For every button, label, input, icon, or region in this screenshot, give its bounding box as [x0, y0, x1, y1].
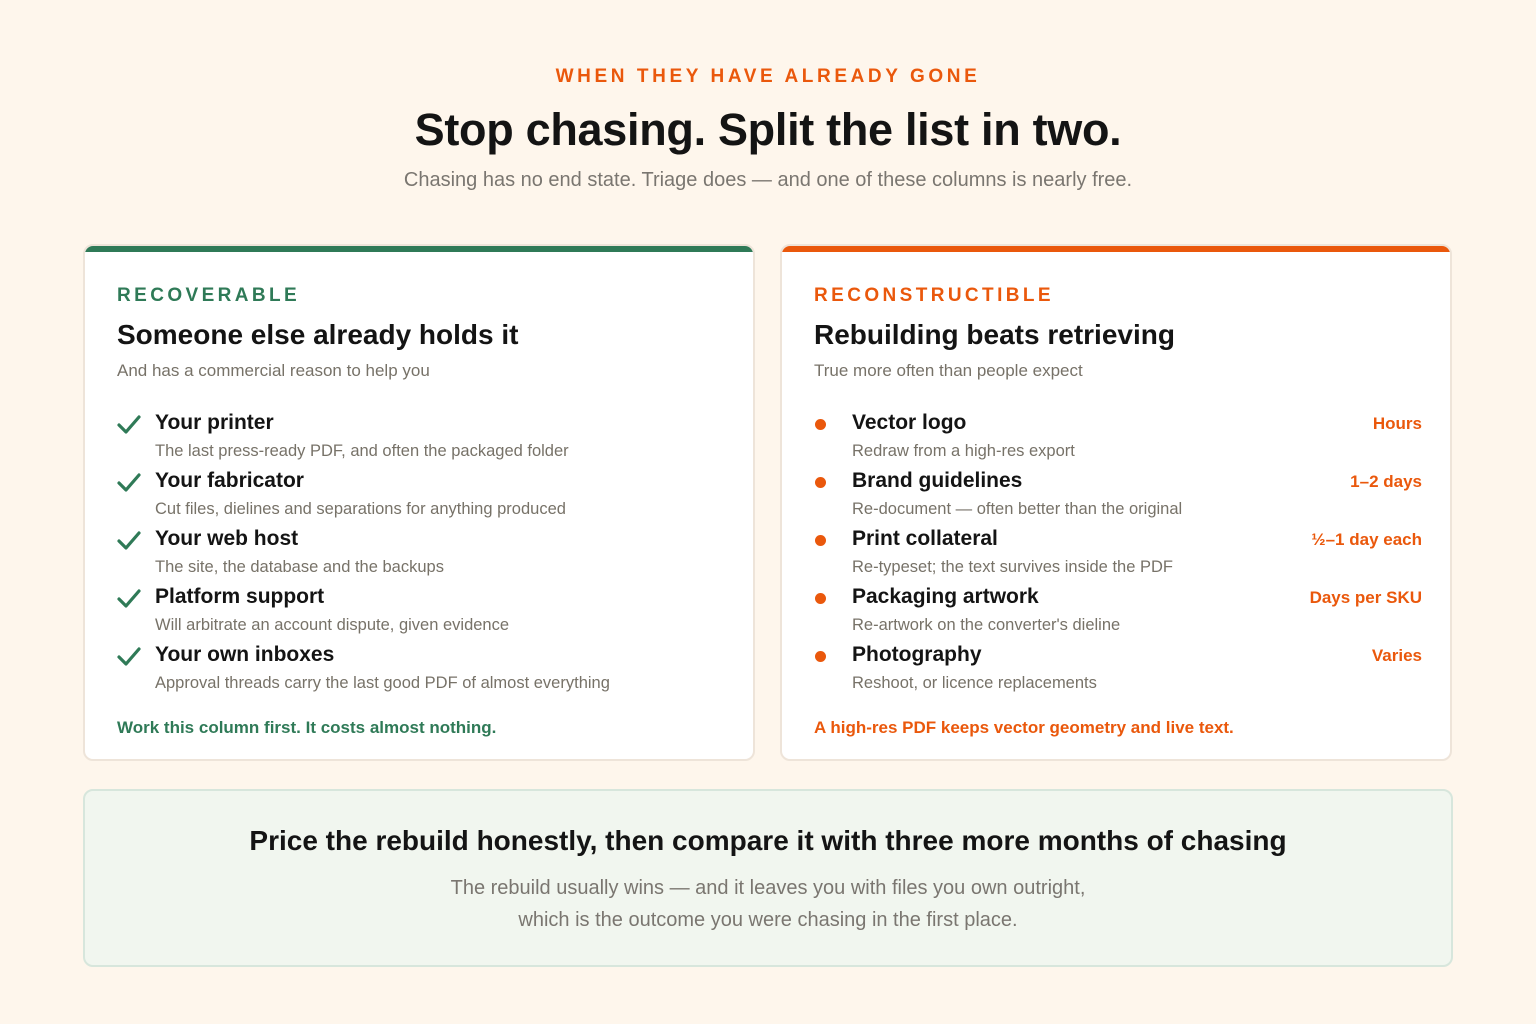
item-name: Your web host: [155, 527, 299, 550]
bullet-dot-icon: [815, 593, 826, 604]
card-accent-bar: [85, 246, 753, 252]
item-description: Re-document — often better than the original: [852, 500, 1183, 518]
summary-callout: [83, 789, 1453, 967]
recoverable-card: [83, 244, 755, 761]
item-description: Re-typeset; the text survives inside the PDF: [852, 558, 1173, 576]
item-description: Will arbitrate an account dispute, given evidence: [155, 616, 510, 634]
page-subtitle: Chasing has no end state. Triage does — and one of these columns is nearly free.: [403, 169, 1133, 191]
check-icon: [117, 412, 141, 436]
item-time-estimate: ½–1 day each: [1311, 530, 1422, 549]
eyebrow: WHEN THEY HAVE ALREADY GONE: [555, 66, 981, 87]
bullet-dot-icon: [815, 477, 826, 488]
list-item: [117, 410, 725, 468]
card-accent-bar: [782, 246, 1450, 252]
list-item: [117, 642, 725, 700]
list-item: [117, 468, 725, 526]
card-label: RECOVERABLE: [117, 285, 301, 306]
list-item: [814, 526, 1422, 584]
item-name: Vector logo: [852, 411, 967, 434]
callout-text-line: The rebuild usually wins — and it leaves you with files you own outright,: [450, 877, 1086, 899]
item-name: Brand guidelines: [852, 469, 1023, 492]
item-description: Reshoot, or licence replacements: [852, 674, 1097, 692]
callout-text-line: which is the outcome you were chasing in the first place.: [518, 909, 1018, 931]
card-subheading: And has a commercial reason to help you: [117, 361, 430, 380]
item-description: Re-artwork on the converter's dieline: [852, 616, 1121, 634]
item-time-estimate: 1–2 days: [1350, 472, 1422, 491]
check-icon: [117, 644, 141, 668]
bullet-dot-icon: [815, 651, 826, 662]
card-footer-note: A high-res PDF keeps vector geometry and live text.: [814, 718, 1234, 737]
list-item: [117, 526, 725, 584]
item-description: Cut files, dielines and separations for anything produced: [155, 500, 566, 518]
item-name: Your fabricator: [155, 469, 304, 492]
item-name: Photography: [852, 643, 982, 666]
card-label: RECONSTRUCTIBLE: [814, 285, 1054, 306]
item-name: Print collateral: [852, 527, 998, 550]
list-item: [117, 584, 725, 642]
check-icon: [117, 528, 141, 552]
bullet-dot-icon: [815, 535, 826, 546]
card-footer-note: Work this column first. It costs almost nothing.: [117, 718, 497, 737]
card-heading: Rebuilding beats retrieving: [814, 319, 1175, 350]
item-name: Packaging artwork: [852, 585, 1039, 608]
check-icon: [117, 586, 141, 610]
list-item: [814, 410, 1422, 468]
item-name: Your printer: [155, 411, 274, 434]
check-icon: [117, 470, 141, 494]
item-time-estimate: Hours: [1372, 414, 1422, 433]
item-time-estimate: Varies: [1371, 646, 1422, 665]
reconstructible-card: [780, 244, 1452, 761]
page-title: Stop chasing. Split the list in two.: [414, 104, 1122, 155]
item-description: The last press-ready PDF, and often the packaged folder: [155, 442, 569, 460]
card-heading: Someone else already holds it: [117, 319, 519, 350]
item-name: Your own inboxes: [155, 643, 335, 666]
item-description: The site, the database and the backups: [155, 558, 444, 576]
reconstructible-list: [814, 410, 1422, 700]
callout-title: Price the rebuild honestly, then compare it with three more months of chasing: [249, 825, 1287, 856]
list-item: [814, 642, 1422, 700]
item-description: Redraw from a high-res export: [852, 442, 1075, 460]
bullet-dot-icon: [815, 419, 826, 430]
list-item: [814, 468, 1422, 526]
list-item: [814, 584, 1422, 642]
recoverable-list: [117, 410, 725, 700]
item-name: Platform support: [155, 585, 325, 608]
card-subheading: True more often than people expect: [814, 361, 1083, 380]
item-description: Approval threads carry the last good PDF of almost everything: [155, 674, 610, 692]
item-time-estimate: Days per SKU: [1309, 588, 1422, 607]
